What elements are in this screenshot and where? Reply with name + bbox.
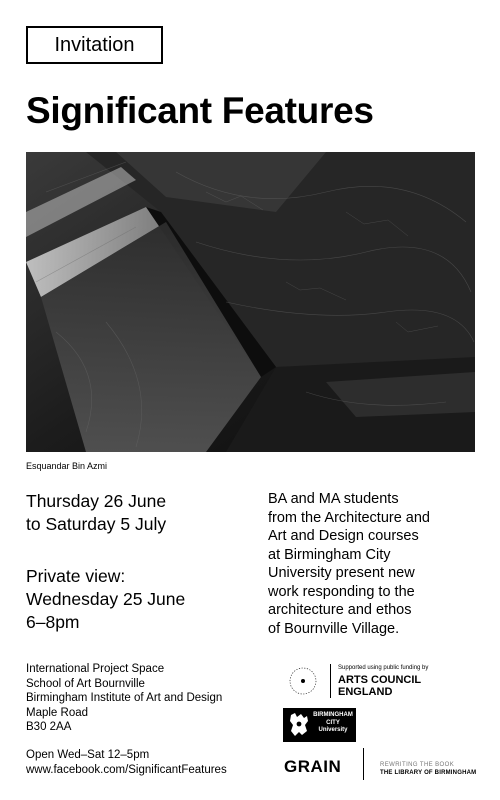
- grain-logo: GRAIN: [284, 757, 342, 776]
- arts-council-name-line: ENGLAND: [338, 686, 393, 698]
- exhibition-dates: [26, 490, 256, 536]
- architectural-photo-image: [26, 152, 475, 452]
- private-view: [26, 565, 256, 634]
- address-line: Birmingham Institute of Art and Design: [26, 692, 223, 704]
- arts-council-circle-icon: [282, 660, 324, 702]
- description-line: work responding to the: [268, 583, 415, 600]
- description-line: Art and Design courses: [268, 528, 419, 544]
- logo-divider: [363, 748, 364, 780]
- bcu-crest-icon: [287, 711, 311, 739]
- bcu-text-line: BIRMINGHAM: [313, 712, 353, 718]
- bcu-text-line: CITY: [326, 719, 340, 726]
- page-title: Significant Features: [26, 90, 374, 131]
- arts-council-name-line: ARTS COUNCIL: [338, 674, 422, 686]
- description-line: University present new: [268, 565, 415, 581]
- address-line: International Project Space: [26, 663, 165, 675]
- invitation-label-text: Invitation: [54, 33, 135, 56]
- address-line: Maple Road: [26, 706, 89, 719]
- opening-hours: [26, 748, 276, 777]
- rewriting-line: REWRITING THE BOOK: [380, 762, 455, 768]
- date-line: Thursday 26 June: [26, 491, 167, 511]
- bcu-logo: [283, 708, 356, 742]
- private-view-line: 6–8pm: [26, 612, 80, 632]
- arts-council-name: [338, 674, 421, 698]
- venue-address: [26, 662, 266, 735]
- rewriting-the-book-logo: [380, 761, 476, 777]
- bcu-text: [310, 712, 356, 735]
- description-line: of Bournville Village.: [268, 620, 400, 637]
- photograph: [26, 152, 475, 452]
- arts-council-supported-text: Supported using public funding by: [338, 665, 429, 671]
- exhibition-description: [268, 490, 483, 638]
- description-line: from the Architecture and: [268, 509, 430, 526]
- description-line: BA and MA students: [268, 491, 399, 507]
- private-view-line: Private view:: [26, 566, 126, 586]
- bcu-text-line: University: [318, 727, 348, 733]
- description-line: architecture and ethos: [268, 602, 412, 618]
- facebook-link[interactable]: www.facebook.com/SignificantFeatures: [26, 763, 227, 776]
- arts-council-divider: [330, 664, 331, 698]
- address-line: School of Art Bournville: [26, 677, 145, 690]
- invitation-label: [26, 26, 163, 64]
- rewriting-line: THE LIBRARY OF BIRMINGHAM: [380, 770, 477, 776]
- private-view-line: Wednesday 25 June: [26, 589, 186, 609]
- photo-credit: Esquandar Bin Azmi: [26, 461, 108, 471]
- hours-line: Open Wed–Sat 12–5pm: [26, 749, 150, 761]
- date-line: to Saturday 5 July: [26, 514, 167, 534]
- address-line: B30 2AA: [26, 721, 72, 733]
- description-line: at Birmingham City: [268, 546, 391, 563]
- arts-council-logo: [282, 660, 482, 702]
